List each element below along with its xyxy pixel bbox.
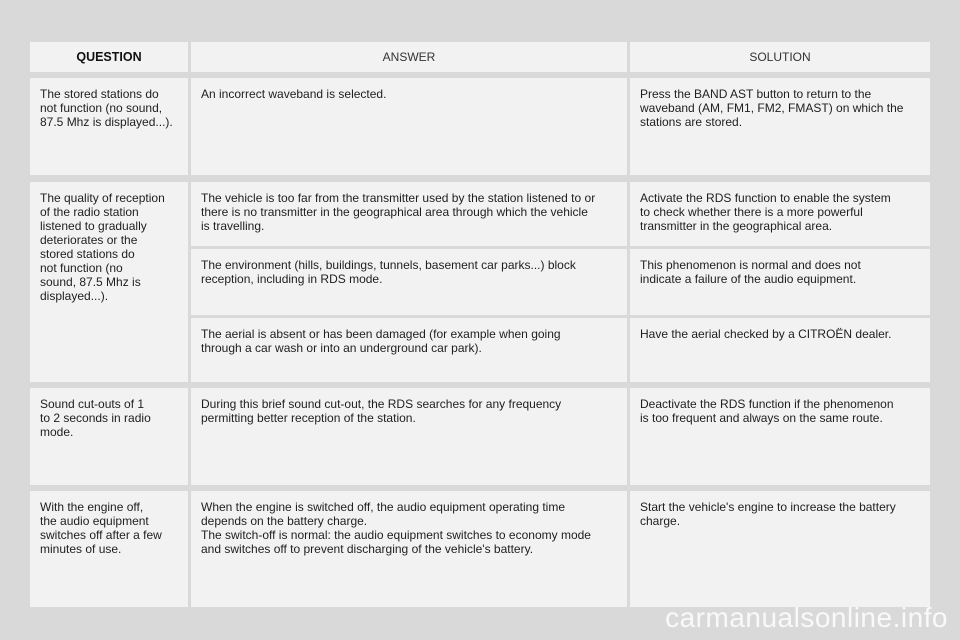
row-4-question: With the engine off, the audio equipment switches off after a few minutes of use. — [30, 491, 188, 607]
row-4-solution: Start the vehicle's engine to increase the battery charge. — [630, 491, 930, 607]
row-2-solution-3: Have the aerial checked by a CITROËN dealer. — [630, 318, 930, 382]
row-2-question: The quality of reception of the radio station listened to gradually deteriorates or the stored stations do not function (no sound, 87.5 Mhz is displayed...). — [30, 182, 188, 382]
watermark-text: carmanualsonline.info — [665, 602, 948, 633]
row-2-answer-1: The vehicle is too far from the transmitter used by the station listened to or there is no transmitter in the geographical area through which the vehicle is travelling. — [191, 182, 627, 246]
row-2-solution-1: Activate the RDS function to enable the system to check whether there is a more powerful transmitter in the geographical area. — [630, 182, 930, 246]
row-2-answer-2: The environment (hills, buildings, tunnels, basement car parks...) block reception, including in RDS mode. — [191, 249, 627, 315]
row-1-answer: An incorrect waveband is selected. — [191, 78, 627, 175]
row-2-answer-3: The aerial is absent or has been damaged (for example when going through a car wash or into an underground car park). — [191, 318, 627, 382]
row-4-answer: When the engine is switched off, the audio equipment operating time depends on the battery charge. The switch-off is normal: the audio equipment switches to economy mode and switches off to prevent discharging of the vehicle's battery. — [191, 491, 627, 607]
header-solution: SOLUTION — [630, 42, 930, 72]
header-answer: ANSWER — [191, 42, 627, 72]
row-3-answer: During this brief sound cut-out, the RDS searches for any frequency permitting better reception of the station. — [191, 388, 627, 485]
row-1-question: The stored stations do not function (no sound, 87.5 Mhz is displayed...). — [30, 78, 188, 175]
header-question: QUESTION — [30, 42, 188, 72]
row-1-solution: Press the BAND AST button to return to the waveband (AM, FM1, FM2, FMAST) on which the stations are stored. — [630, 78, 930, 175]
row-3-solution: Deactivate the RDS function if the phenomenon is too frequent and always on the same route. — [630, 388, 930, 485]
row-2-solution-2: This phenomenon is normal and does not indicate a failure of the audio equipment. — [630, 249, 930, 315]
row-3-question: Sound cut-outs of 1 to 2 seconds in radio mode. — [30, 388, 188, 485]
